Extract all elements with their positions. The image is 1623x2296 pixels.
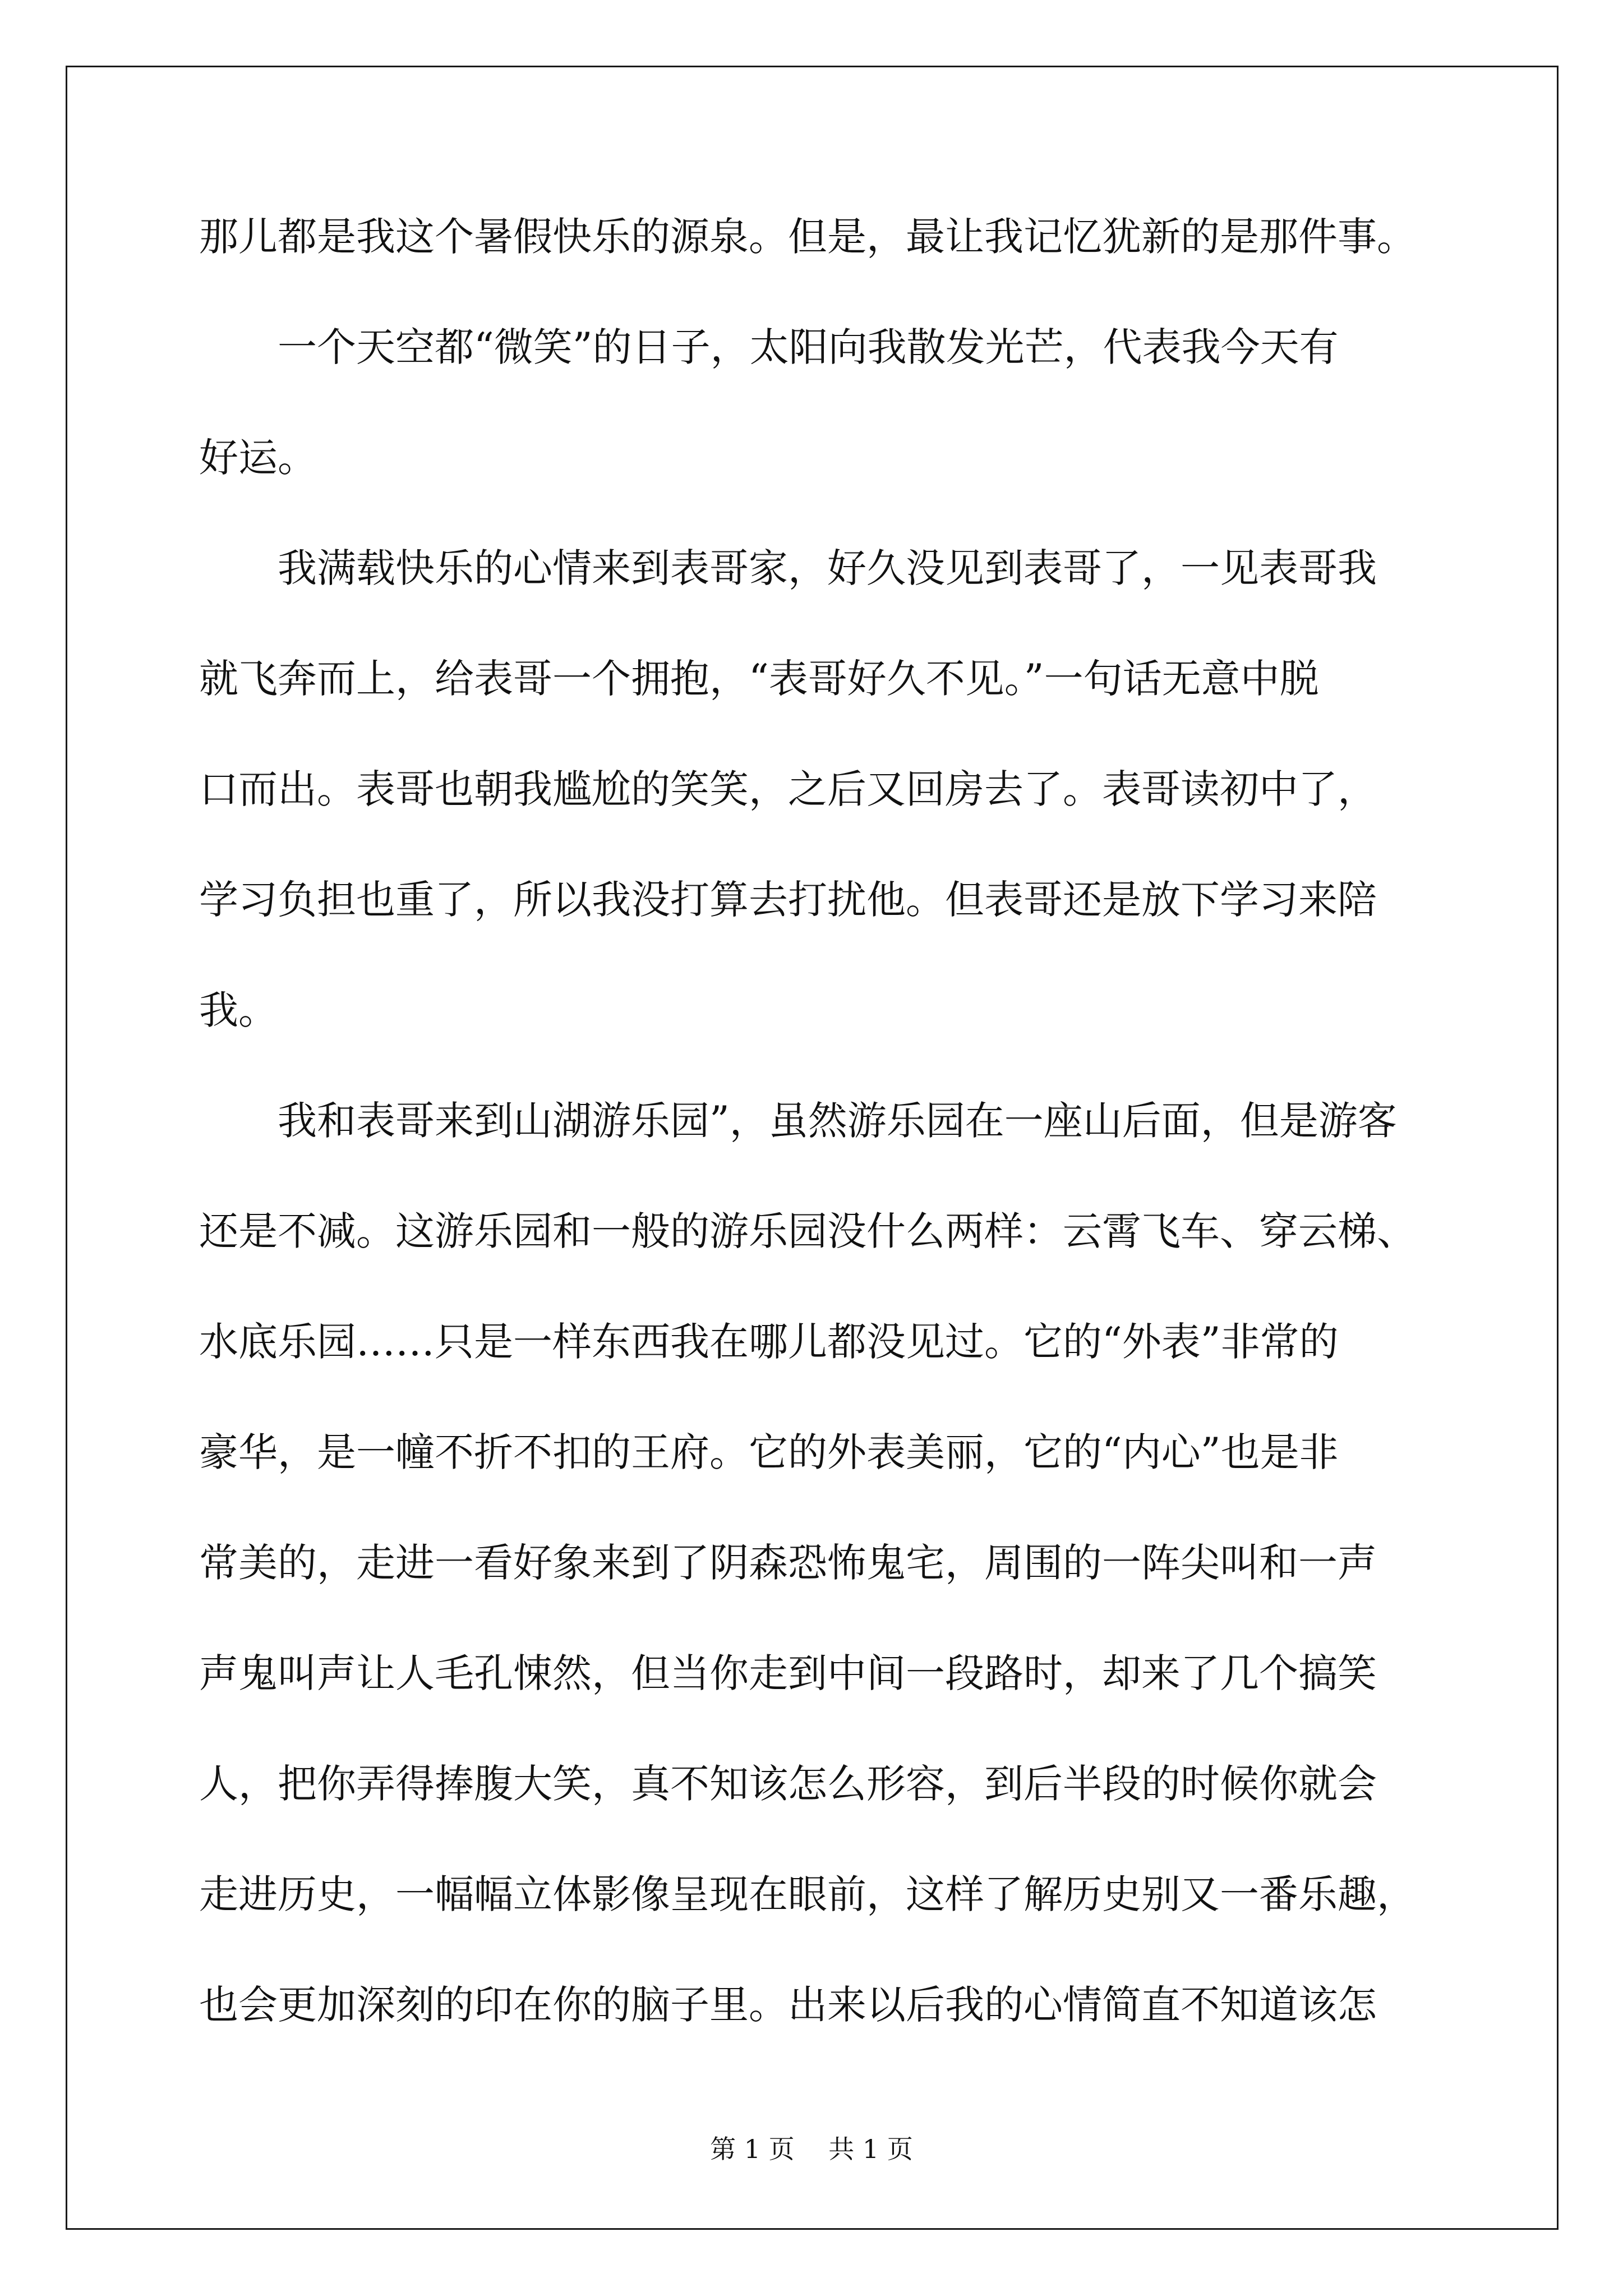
text-line: 也会更加深刻的印在你的脑子里。出来以后我的心情简直不知道该怎 bbox=[199, 1982, 1377, 2028]
text-line: 声鬼叫声让人毛孔悚然，但当你走到中间一段路时，却来了几个搞笑 bbox=[199, 1650, 1377, 1696]
text-line: 学习负担也重了，所以我没打算去打扰他。但表哥还是放下学习来陪 bbox=[199, 877, 1377, 923]
text-line: 常美的，走进一看好象来到了阴森恐怖鬼宅，周围的一阵尖叫和一声 bbox=[199, 1540, 1377, 1586]
text-line: 水底乐园……只是一样东西我在哪儿都没见过。它的“外表”非常的 bbox=[199, 1319, 1339, 1365]
text-line: 还是不减。这游乐园和一般的游乐园没什么两样：云霄飞车、穿云梯、 bbox=[199, 1208, 1416, 1254]
text-line: 就飞奔而上，给表哥一个拥抱，“表哥好久不见。”一句话无意中脱 bbox=[199, 656, 1319, 702]
text-line: 我。 bbox=[199, 987, 278, 1033]
text-line: 我和表哥来到山湖游乐园”，虽然游乐园在一座山后面，但是游客 bbox=[199, 1098, 1397, 1144]
page-number-footer: 第 1 页 共 1 页 bbox=[710, 2134, 913, 2164]
text-line: 人，把你弄得捧腹大笑，真不知该怎么形容，到后半段的时候你就会 bbox=[199, 1761, 1377, 1807]
text-line: 口而出。表哥也朝我尴尬的笑笑，之后又回房去了。表哥读初中了， bbox=[199, 766, 1377, 812]
text-line: 好运。 bbox=[199, 435, 317, 481]
text-line: 走进历史，一幅幅立体影像呈现在眼前，这样了解历史别又一番乐趣， bbox=[199, 1871, 1416, 1917]
text-line: 一个天空都“微笑”的日子，太阳向我散发光芒，代表我今天有 bbox=[199, 324, 1339, 370]
text-line: 我满载快乐的心情来到表哥家，好久没见到表哥了，一见表哥我 bbox=[199, 545, 1377, 591]
text-line: 豪华，是一幢不折不扣的王府。它的外表美丽，它的“内心”也是非 bbox=[199, 1429, 1339, 1475]
text-line: 那儿都是我这个暑假快乐的源泉。但是，最让我记忆犹新的是那件事。 bbox=[199, 214, 1416, 260]
